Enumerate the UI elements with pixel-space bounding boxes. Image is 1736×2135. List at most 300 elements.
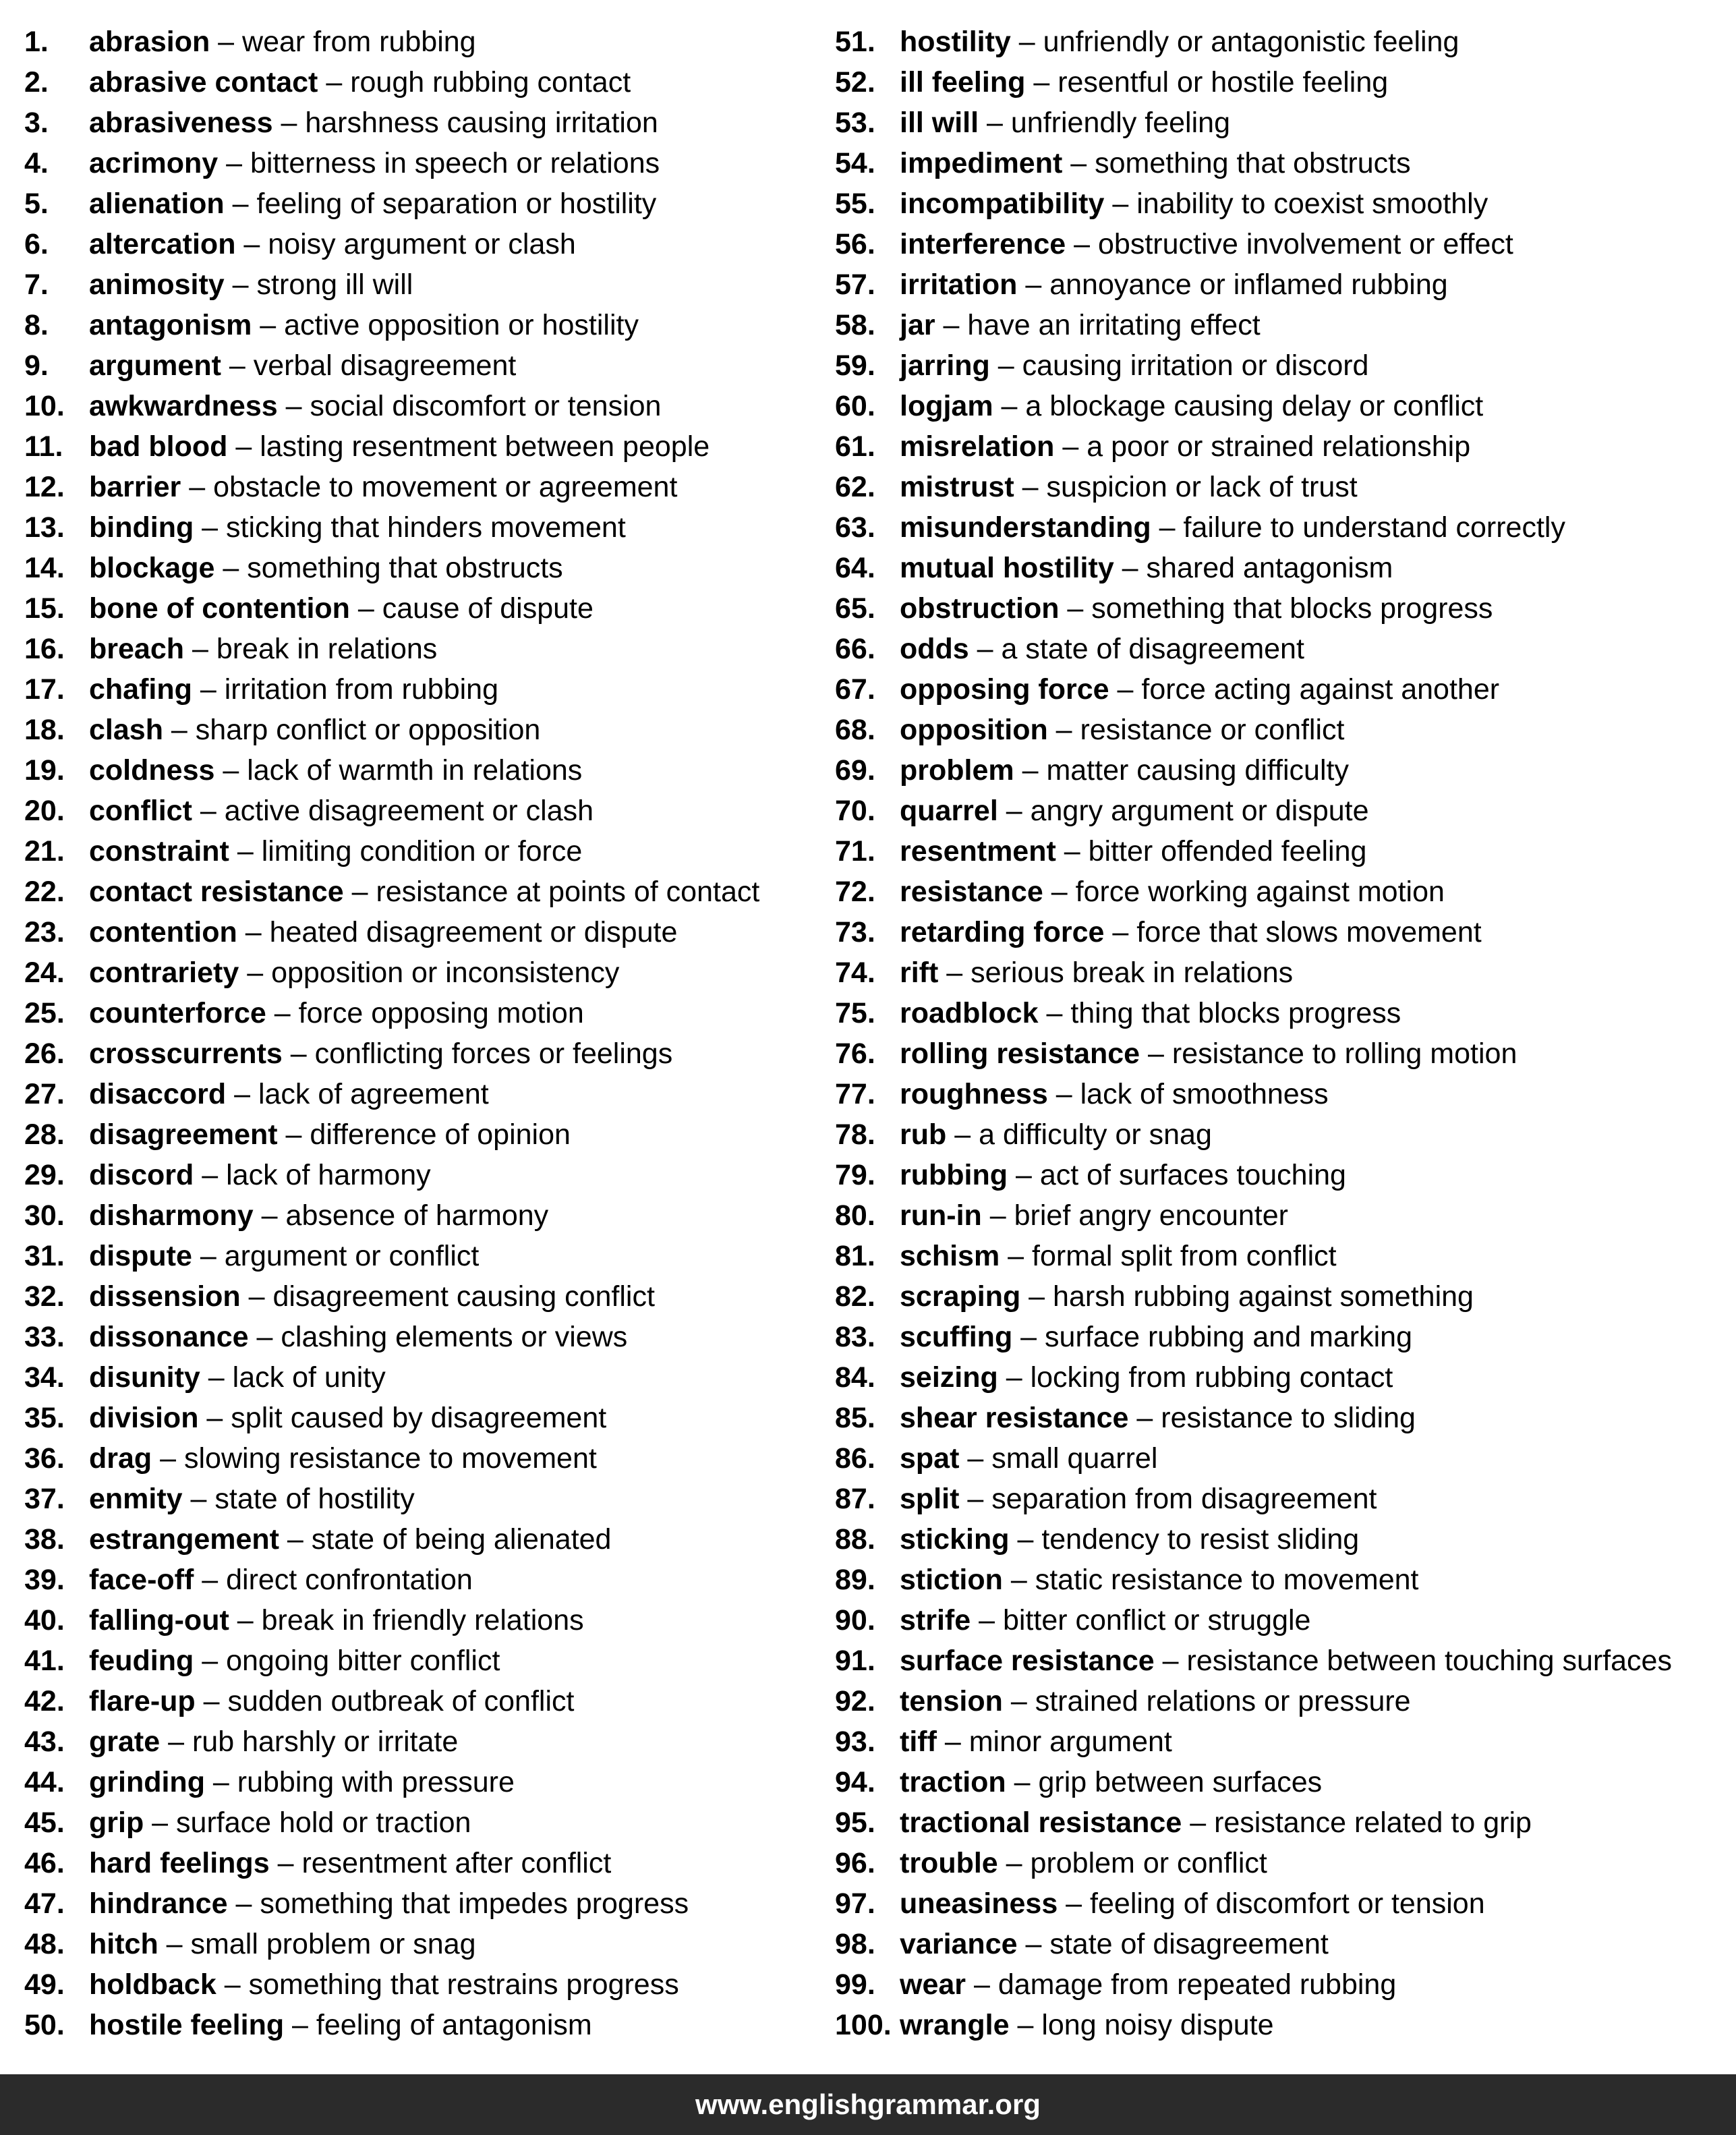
- item-separator: –: [235, 228, 268, 260]
- item-definition: feeling of antagonism: [316, 2009, 592, 2041]
- list-item: [835, 669, 1732, 710]
- item-term: tiff: [900, 1726, 937, 1758]
- item-term: impediment: [900, 147, 1063, 179]
- list-item: [24, 1519, 813, 1560]
- item-number: 49.: [24, 1968, 65, 2001]
- list-item: [835, 1560, 1732, 1600]
- item-definition: something that blocks progress: [1091, 592, 1493, 625]
- item-definition: force opposing motion: [298, 997, 584, 1029]
- list-item: [24, 710, 813, 750]
- item-definition: resistance or conflict: [1080, 714, 1345, 746]
- item-separator: –: [979, 107, 1011, 139]
- website-url[interactable]: www.englishgrammar.org: [695, 2088, 1041, 2120]
- list-item: [835, 1641, 1732, 1681]
- item-definition: force acting against another: [1141, 673, 1500, 706]
- item-number: 38.: [24, 1523, 65, 1556]
- item-number: 27.: [24, 1078, 65, 1110]
- list-item: [835, 1236, 1732, 1276]
- item-definition: obstructive involvement or effect: [1097, 228, 1513, 260]
- item-separator: –: [277, 1118, 310, 1151]
- list-item: [24, 1883, 813, 1924]
- item-separator: –: [192, 1240, 225, 1272]
- item-number: 18.: [24, 714, 65, 746]
- item-definition: harshness causing irritation: [305, 107, 658, 139]
- item-separator: –: [194, 511, 227, 544]
- item-term: disharmony: [89, 1199, 254, 1232]
- item-term: problem: [900, 754, 1014, 787]
- item-definition: bitter offended feeling: [1088, 835, 1367, 867]
- list-item: [24, 1843, 813, 1883]
- item-number: 85.: [835, 1402, 875, 1434]
- item-number: 62.: [835, 471, 875, 503]
- item-term: binding: [89, 511, 194, 544]
- item-definition: surface hold or traction: [176, 1806, 471, 1839]
- item-number: 90.: [835, 1604, 875, 1636]
- item-definition: slowing resistance to movement: [184, 1442, 597, 1475]
- item-term: bad blood: [89, 430, 228, 463]
- item-term: resistance: [900, 876, 1043, 908]
- item-separator: –: [1054, 430, 1087, 463]
- list-item: [835, 548, 1732, 588]
- item-separator: –: [936, 1726, 969, 1758]
- item-definition: opposition or inconsistency: [271, 957, 620, 989]
- item-definition: irritation from rubbing: [224, 673, 498, 706]
- item-separator: –: [1017, 268, 1050, 301]
- item-separator: –: [182, 1483, 215, 1515]
- list-item: [835, 426, 1732, 467]
- list-item: [835, 1762, 1732, 1802]
- item-separator: –: [935, 309, 968, 341]
- item-definition: something that obstructs: [1095, 147, 1411, 179]
- list-item: [24, 1964, 813, 2005]
- item-separator: –: [1017, 1928, 1050, 1960]
- list-item: [835, 1114, 1732, 1155]
- item-term: contrariety: [89, 957, 239, 989]
- item-definition: a state of disagreement: [1001, 633, 1304, 665]
- item-separator: –: [1062, 147, 1095, 179]
- item-definition: separation from disagreement: [991, 1483, 1377, 1515]
- word-list-column-right: [835, 22, 1732, 2045]
- item-separator: –: [938, 957, 971, 989]
- item-separator: –: [194, 1159, 227, 1191]
- item-separator: –: [1002, 1564, 1035, 1596]
- list-item: [835, 831, 1732, 872]
- item-number: 82.: [835, 1280, 875, 1313]
- item-number: 16.: [24, 633, 65, 665]
- item-number: 14.: [24, 552, 65, 584]
- item-term: jar: [900, 309, 935, 341]
- list-item: [835, 224, 1732, 264]
- item-term: rift: [900, 957, 939, 989]
- list-item: [24, 912, 813, 952]
- list-item: [835, 1357, 1732, 1398]
- list-item: [835, 183, 1732, 224]
- item-definition: obstacle to movement or agreement: [213, 471, 678, 503]
- item-separator: –: [200, 1361, 233, 1394]
- list-item: [835, 1924, 1732, 1964]
- item-separator: –: [966, 1968, 998, 2001]
- list-item: [24, 1924, 813, 1964]
- item-term: opposing force: [900, 673, 1109, 706]
- item-separator: –: [1010, 26, 1043, 58]
- item-number: 34.: [24, 1361, 65, 1394]
- item-separator: –: [1009, 2009, 1042, 2041]
- item-separator: –: [1020, 1280, 1053, 1313]
- item-number: 73.: [835, 916, 875, 948]
- item-separator: –: [981, 1199, 1014, 1232]
- item-number: 60.: [835, 390, 875, 422]
- item-definition: lasting resentment between people: [260, 430, 710, 463]
- list-item: [24, 952, 813, 993]
- item-number: 58.: [835, 309, 875, 341]
- item-term: ill feeling: [900, 66, 1026, 98]
- item-number: 81.: [835, 1240, 875, 1272]
- item-term: mistrust: [900, 471, 1014, 503]
- item-number: 47.: [24, 1887, 65, 1920]
- item-separator: –: [239, 957, 272, 989]
- item-separator: –: [318, 66, 351, 98]
- item-definition: resistance at points of contact: [376, 876, 760, 908]
- item-separator: –: [224, 188, 257, 220]
- list-item: [835, 467, 1732, 507]
- item-number: 12.: [24, 471, 65, 503]
- item-term: stiction: [900, 1564, 1003, 1596]
- item-definition: force working against motion: [1075, 876, 1445, 908]
- item-separator: –: [282, 1037, 315, 1070]
- item-number: 66.: [835, 633, 875, 665]
- item-term: altercation: [89, 228, 236, 260]
- list-item: [835, 1681, 1732, 1721]
- item-number: 53.: [835, 107, 875, 139]
- item-separator: –: [1047, 714, 1080, 746]
- item-definition: matter causing difficulty: [1046, 754, 1349, 787]
- list-item: [835, 1519, 1732, 1560]
- list-item: [24, 1438, 813, 1479]
- item-definition: a difficulty or snag: [979, 1118, 1212, 1151]
- item-term: grate: [89, 1726, 161, 1758]
- list-item: [24, 1276, 813, 1317]
- item-definition: force that slows movement: [1136, 916, 1482, 948]
- list-item: [835, 2005, 1732, 2045]
- item-number: 64.: [835, 552, 875, 584]
- item-term: jarring: [900, 349, 990, 382]
- item-number: 21.: [24, 835, 65, 867]
- item-number: 22.: [24, 876, 65, 908]
- item-term: ill will: [900, 107, 979, 139]
- item-number: 13.: [24, 511, 65, 544]
- item-definition: thing that blocks progress: [1070, 997, 1401, 1029]
- item-term: abrasive contact: [89, 66, 318, 98]
- item-number: 9.: [24, 349, 49, 382]
- item-separator: –: [1151, 511, 1184, 544]
- item-definition: bitterness in speech or relations: [250, 147, 660, 179]
- item-definition: cause of dispute: [382, 592, 594, 625]
- list-item: [24, 1479, 813, 1519]
- item-term: grip: [89, 1806, 144, 1839]
- item-number: 32.: [24, 1280, 65, 1313]
- item-term: dissonance: [89, 1321, 249, 1353]
- list-item: [835, 1600, 1732, 1641]
- list-item: [24, 993, 813, 1033]
- list-item: [24, 224, 813, 264]
- item-definition: wear from rubbing: [242, 26, 476, 58]
- item-term: division: [89, 1402, 199, 1434]
- item-number: 63.: [835, 511, 875, 544]
- item-separator: –: [1002, 1685, 1035, 1717]
- item-number: 68.: [835, 714, 875, 746]
- item-separator: –: [158, 1928, 191, 1960]
- item-number: 25.: [24, 997, 65, 1029]
- item-term: discord: [89, 1159, 194, 1191]
- item-number: 69.: [835, 754, 875, 787]
- list-item: [835, 62, 1732, 103]
- item-term: trouble: [900, 1847, 998, 1879]
- item-number: 80.: [835, 1199, 875, 1232]
- item-number: 98.: [835, 1928, 875, 1960]
- list-item: [24, 264, 813, 305]
- item-definition: a poor or strained relationship: [1087, 430, 1471, 463]
- item-separator: –: [163, 714, 196, 746]
- item-term: sticking: [900, 1523, 1010, 1556]
- item-separator: –: [192, 673, 225, 706]
- list-item: [835, 1074, 1732, 1114]
- item-separator: –: [198, 1402, 231, 1434]
- item-number: 59.: [835, 349, 875, 382]
- item-definition: a blockage causing delay or conflict: [1025, 390, 1484, 422]
- item-definition: act of surfaces touching: [1039, 1159, 1346, 1191]
- item-term: odds: [900, 633, 969, 665]
- item-number: 5.: [24, 188, 49, 220]
- item-term: spat: [900, 1442, 960, 1475]
- list-item: [835, 1195, 1732, 1236]
- list-item: [24, 791, 813, 831]
- item-number: 93.: [835, 1726, 875, 1758]
- item-separator: –: [160, 1726, 192, 1758]
- item-term: dissension: [89, 1280, 241, 1313]
- item-definition: damage from repeated rubbing: [997, 1968, 1397, 2001]
- item-number: 15.: [24, 592, 65, 625]
- item-term: hostility: [900, 26, 1011, 58]
- item-term: disunity: [89, 1361, 200, 1394]
- item-definition: sticking that hinders movement: [226, 511, 626, 544]
- list-item: [24, 1195, 813, 1236]
- item-term: face-off: [89, 1564, 194, 1596]
- item-separator: –: [214, 552, 248, 584]
- item-term: grinding: [89, 1766, 205, 1798]
- item-definition: annoyance or inflamed rubbing: [1049, 268, 1448, 301]
- item-separator: –: [237, 916, 270, 948]
- item-term: traction: [900, 1766, 1006, 1798]
- list-item: [24, 1317, 813, 1357]
- item-separator: –: [1014, 471, 1047, 503]
- list-item: [835, 103, 1732, 143]
- list-item: [835, 1802, 1732, 1843]
- item-separator: –: [997, 1361, 1031, 1394]
- list-item: [24, 1641, 813, 1681]
- item-term: shear resistance: [900, 1402, 1129, 1434]
- item-separator: –: [959, 1483, 992, 1515]
- item-term: blockage: [89, 552, 215, 584]
- item-number: 1.: [24, 26, 49, 58]
- item-term: seizing: [900, 1361, 998, 1394]
- item-separator: –: [144, 1806, 177, 1839]
- item-number: 42.: [24, 1685, 65, 1717]
- list-item: [835, 993, 1732, 1033]
- list-item: [24, 629, 813, 669]
- list-item: [835, 952, 1732, 993]
- item-definition: locking from rubbing contact: [1030, 1361, 1393, 1394]
- item-term: acrimony: [89, 147, 219, 179]
- item-definition: unfriendly or antagonistic feeling: [1043, 26, 1459, 58]
- item-separator: –: [279, 1523, 312, 1556]
- item-definition: causing irritation or discord: [1022, 349, 1369, 382]
- list-item: [24, 1155, 813, 1195]
- item-number: 6.: [24, 228, 49, 260]
- item-term: scuffing: [900, 1321, 1013, 1353]
- list-item: [835, 1276, 1732, 1317]
- item-term: wear: [900, 1968, 966, 2001]
- item-definition: static resistance to movement: [1035, 1564, 1419, 1596]
- item-number: 3.: [24, 107, 49, 139]
- list-item: [835, 1964, 1732, 2005]
- item-term: holdback: [89, 1968, 216, 2001]
- item-separator: –: [1055, 835, 1089, 867]
- list-item: [835, 1155, 1732, 1195]
- item-term: uneasiness: [900, 1887, 1058, 1920]
- list-item: [24, 507, 813, 548]
- item-term: abrasiveness: [89, 107, 273, 139]
- list-item: [835, 1883, 1732, 1924]
- item-definition: conflicting forces or feelings: [314, 1037, 673, 1070]
- item-definition: rubbing with pressure: [237, 1766, 515, 1798]
- item-separator: –: [1038, 997, 1071, 1029]
- item-definition: brief angry encounter: [1014, 1199, 1288, 1232]
- item-separator: –: [1104, 188, 1137, 220]
- item-term: variance: [900, 1928, 1018, 1960]
- item-number: 71.: [835, 835, 875, 867]
- item-definition: disagreement causing conflict: [272, 1280, 655, 1313]
- item-term: retarding force: [900, 916, 1105, 948]
- item-term: barrier: [89, 471, 181, 503]
- item-separator: –: [227, 430, 260, 463]
- item-definition: long noisy dispute: [1041, 2009, 1274, 2041]
- item-definition: bitter conflict or struggle: [1002, 1604, 1311, 1636]
- item-term: rub: [900, 1118, 947, 1151]
- item-number: 29.: [24, 1159, 65, 1191]
- item-term: tension: [900, 1685, 1003, 1717]
- item-number: 51.: [835, 26, 875, 58]
- item-number: 46.: [24, 1847, 65, 1879]
- item-number: 39.: [24, 1564, 65, 1596]
- item-separator: –: [214, 754, 248, 787]
- list-item: [835, 1317, 1732, 1357]
- item-term: split: [900, 1483, 960, 1515]
- item-term: obstruction: [900, 592, 1060, 625]
- list-item: [835, 791, 1732, 831]
- list-item: [835, 345, 1732, 386]
- list-item: [24, 1762, 813, 1802]
- list-item: [835, 588, 1732, 629]
- item-definition: problem or conflict: [1030, 1847, 1267, 1879]
- item-definition: resistance to sliding: [1161, 1402, 1416, 1434]
- list-item: [24, 1681, 813, 1721]
- item-number: 100.: [835, 2009, 892, 2041]
- item-definition: resistance between touching surfaces: [1186, 1645, 1672, 1677]
- item-number: 11.: [24, 430, 63, 463]
- item-term: breach: [89, 633, 185, 665]
- item-number: 24.: [24, 957, 65, 989]
- item-number: 35.: [24, 1402, 65, 1434]
- item-separator: –: [959, 1442, 992, 1475]
- item-term: roadblock: [900, 997, 1039, 1029]
- item-separator: –: [997, 795, 1031, 827]
- list-item: [24, 1074, 813, 1114]
- item-separator: –: [1047, 1078, 1080, 1110]
- list-item: [835, 22, 1732, 62]
- item-definition: shared antagonism: [1146, 552, 1393, 584]
- item-separator: –: [253, 1199, 286, 1232]
- list-item: [835, 710, 1732, 750]
- item-separator: –: [1058, 1887, 1091, 1920]
- item-definition: feeling of discomfort or tension: [1090, 1887, 1485, 1920]
- list-item: [24, 62, 813, 103]
- item-separator: –: [1025, 66, 1058, 98]
- item-term: contention: [89, 916, 237, 948]
- item-number: 7.: [24, 268, 49, 301]
- item-separator: –: [184, 633, 216, 665]
- item-number: 91.: [835, 1645, 875, 1677]
- item-term: enmity: [89, 1483, 183, 1515]
- item-number: 94.: [835, 1766, 875, 1798]
- item-number: 17.: [24, 673, 65, 706]
- item-number: 95.: [835, 1806, 875, 1839]
- list-item: [835, 1721, 1732, 1762]
- item-number: 87.: [835, 1483, 875, 1515]
- item-definition: strained relations or pressure: [1035, 1685, 1411, 1717]
- item-term: crosscurrents: [89, 1037, 283, 1070]
- item-definition: ongoing bitter conflict: [226, 1645, 500, 1677]
- list-item: [24, 305, 813, 345]
- item-number: 19.: [24, 754, 65, 787]
- item-definition: unfriendly feeling: [1010, 107, 1230, 139]
- list-item: [24, 1357, 813, 1398]
- list-item: [24, 1560, 813, 1600]
- item-number: 23.: [24, 916, 65, 948]
- list-item: [835, 305, 1732, 345]
- item-separator: –: [195, 1685, 228, 1717]
- item-separator: –: [1182, 1806, 1215, 1839]
- item-definition: surface rubbing and marking: [1045, 1321, 1413, 1353]
- item-term: tractional resistance: [900, 1806, 1182, 1839]
- item-definition: absence of harmony: [285, 1199, 549, 1232]
- item-separator: –: [1059, 592, 1092, 625]
- item-term: argument: [89, 349, 221, 382]
- item-term: mutual hostility: [900, 552, 1114, 584]
- item-separator: –: [1006, 1766, 1039, 1798]
- list-item: [835, 750, 1732, 791]
- list-item: [835, 872, 1732, 912]
- item-separator: –: [968, 633, 1002, 665]
- item-term: hard feelings: [89, 1847, 270, 1879]
- item-term: logjam: [900, 390, 993, 422]
- word-list-column-left: [24, 22, 813, 2045]
- item-separator: –: [226, 1078, 258, 1110]
- item-number: 8.: [24, 309, 49, 341]
- item-separator: –: [194, 1564, 227, 1596]
- item-separator: –: [971, 1604, 1003, 1636]
- item-separator: –: [252, 309, 285, 341]
- item-separator: –: [1008, 1159, 1040, 1191]
